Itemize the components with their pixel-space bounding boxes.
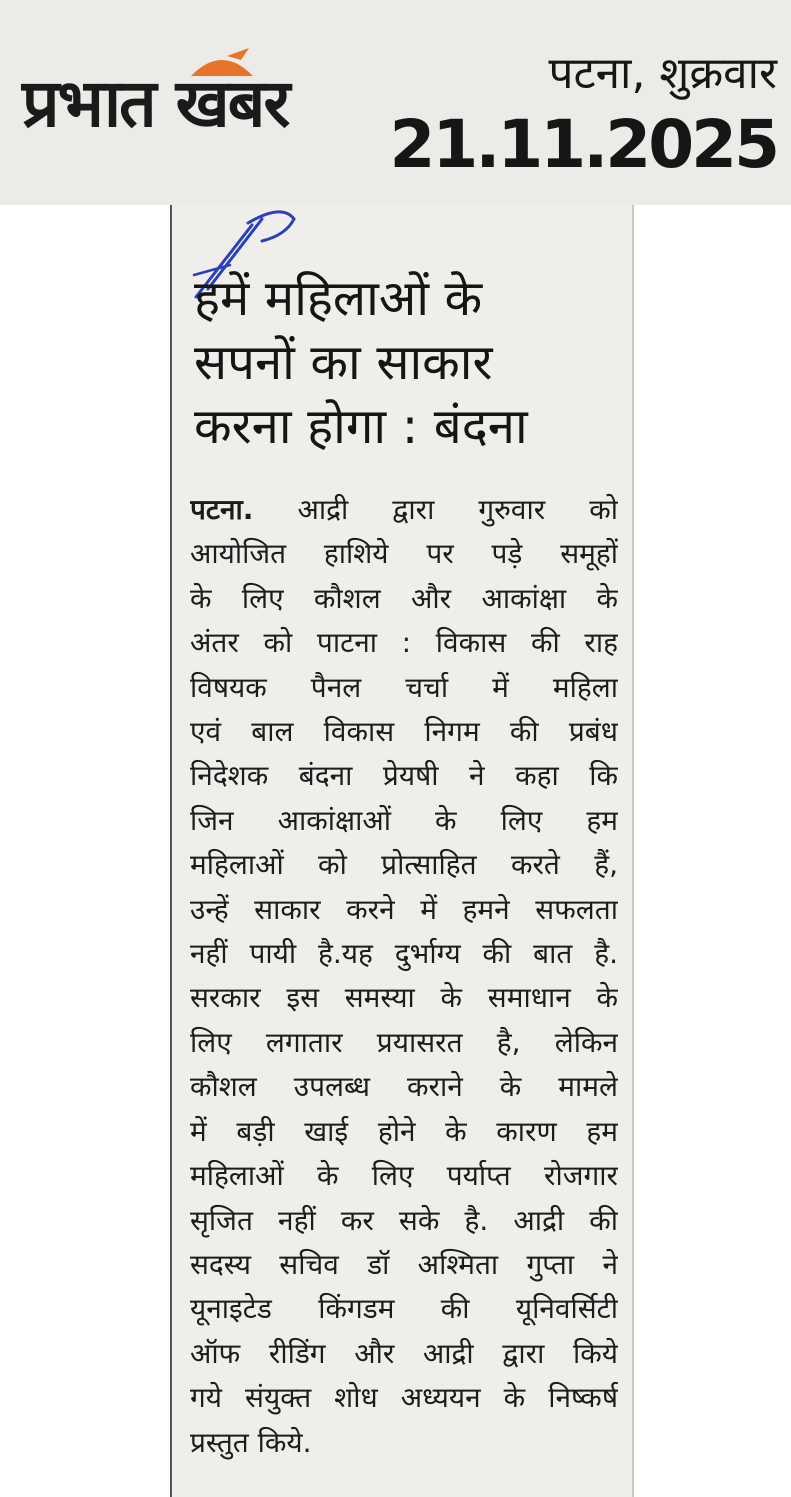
edition-dateline [389,42,777,184]
article-body [190,488,618,1465]
edition-date: 21.11.2025 [389,106,777,183]
article-clipping [170,205,634,1497]
body-line-first [190,488,618,532]
city-and-day: पटना, शुक्रवार [548,48,777,99]
dateline-city: पटना. [190,493,254,526]
body-line: आयोजित हाशिये पर पड़े समूहों [190,537,618,571]
body-line: सृजित नहीं कर सके है. आद्री की [190,1203,618,1237]
body-line: ऑफ रीडिंग और आद्री द्वारा किये [190,1336,618,1370]
body-line: नहीं पायी है.यह दुर्भाग्य की बात है. [190,937,618,971]
body-line: विषयक पैनल चर्चा में महिला [190,670,618,704]
body-line: निदेशक बंदना प्रेयषी ने कहा कि [190,759,618,793]
article-headline [194,267,614,459]
newspaper-logo [22,40,382,140]
body-line: महिलाओं के लिए पर्याप्त रोजगार [190,1159,618,1193]
body-line: के लिए कौशल और आकांक्षा के [190,581,618,615]
newspaper-masthead [0,0,791,205]
body-line-last: प्रस्तुत किये. [190,1425,312,1459]
body-line: गये संयुक्त शोध अध्ययन के निष्कर्ष [190,1381,618,1415]
body-line: जिन आकांक्षाओं के लिए हम [190,803,618,837]
headline-line-3: करना होगा : बंदना [194,398,528,455]
body-line: अंतर को पाटना : विकास की राह [190,626,618,660]
logo-text: प्रभात खबर [22,65,289,142]
body-line: कौशल उपलब्ध कराने के मामले [190,1070,618,1104]
body-line: महिलाओं को प्रोत्साहित करते हैं, [190,848,618,882]
body-line: एवं बाल विकास निगम की प्रबंध [190,715,618,749]
body-line: यूनाइटेड किंगडम की यूनिवर्सिटी [190,1292,618,1326]
body-line: सदस्य सचिव डॉ अश्मिता गुप्ता ने [190,1247,618,1281]
body-line: में बड़ी खाई होने के कारण हम [190,1114,618,1148]
body-line: सरकार इस समस्या के समाधान के [190,981,618,1015]
body-line: लिए लगातार प्रयासरत है, लेकिन [190,1025,618,1059]
headline-line-2: सपनों का साकार [194,334,493,391]
headline-line-1: हमें महिलाओं के [194,270,483,327]
body-line: उन्हें साकार करने में हमने सफलता [190,892,618,926]
body-line-0-rest: आद्री द्वारा गुरुवार को [297,493,618,526]
